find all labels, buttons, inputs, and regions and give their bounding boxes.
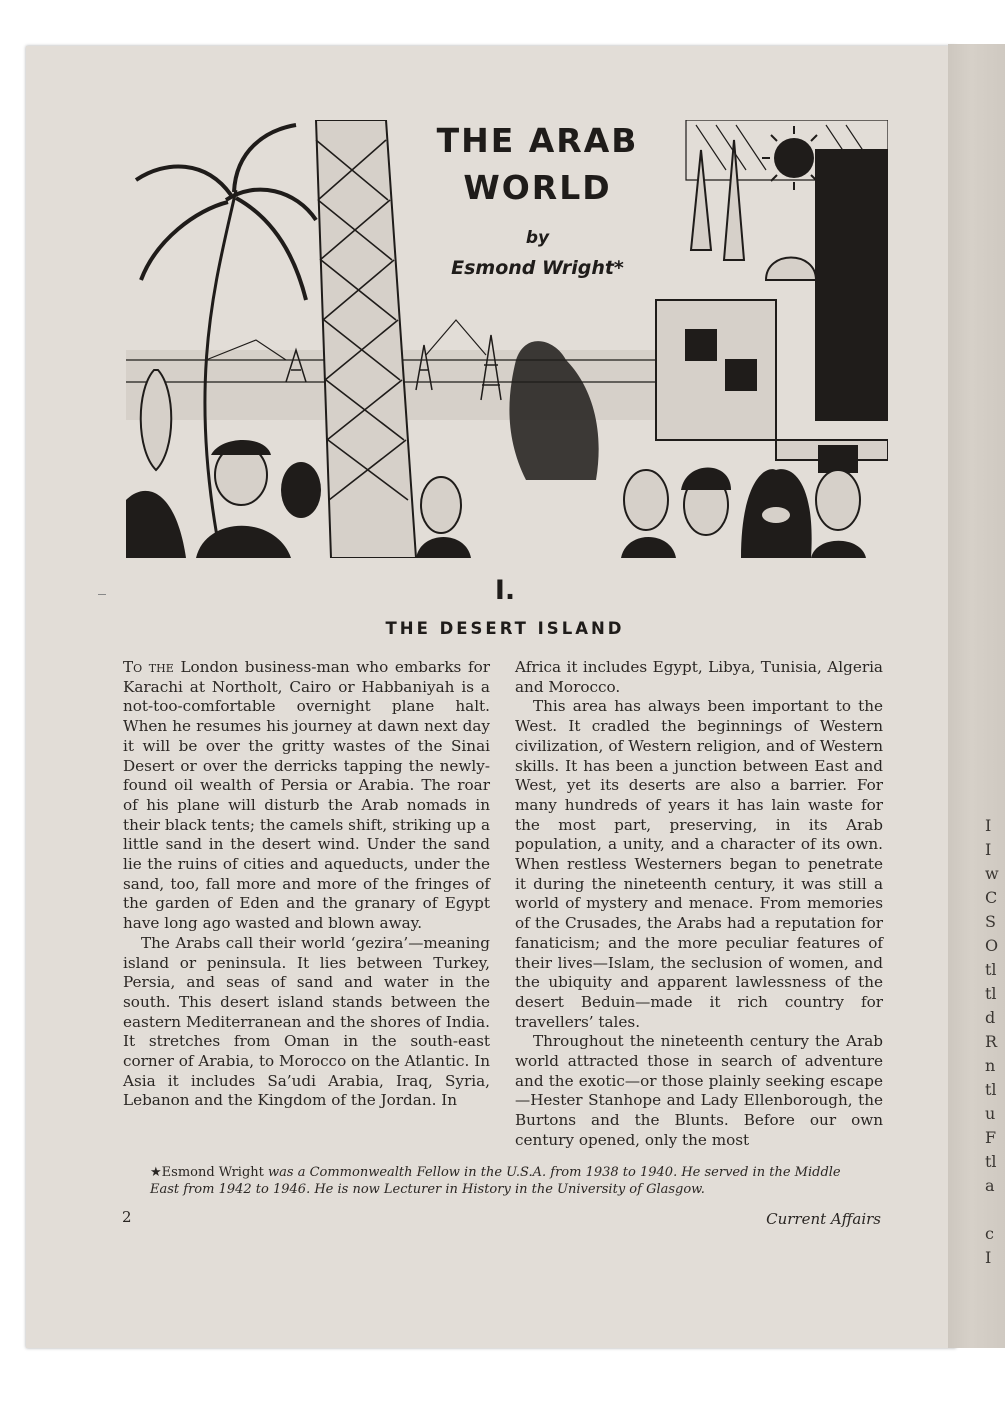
title-line-2: WORLD	[463, 168, 612, 207]
facing-page-letter: d	[985, 1008, 996, 1027]
facing-page-letter: I	[985, 840, 992, 859]
left-paragraph-1	[123, 658, 490, 934]
left-paragraph-1-text: London business-man who embarks for Karachi at Northolt, Cairo or Habbaniyah is a not-too-comfortable overnight plane halt. When he resumes his journey at dawn next day it will be over the gritty wastes of the Sinai Desert or over the derricks tapping the newly-found oil wealth of Persia or Arabia. The roar of his plane will disturb the Arab nomads in their black tents; the camels shift, striking up a little sand in the desert wind. Under the sand lie the ruins of cities and aqueducts, under the sand, too, fall more and more of the fringes of the garden of Eden and the granary of Egypt have long ago wasted and blown away.	[123, 658, 490, 933]
footnote-text: was a Commonwealth Fellow in the U.S.A. from 1938 to 1940. He served in the Middle East from 1942 to 1946. He is now Lecturer in History in the University of Glasgow.	[150, 1165, 841, 1197]
lead-in: To the	[123, 658, 174, 676]
left-paragraph-2: The Arabs call their world ‘gezira’—meaning island or peninsula. It lies between Turkey, Persia, and seas of sand and water in the south. This desert island stands between the eastern Mediterranean and the shores of India. It stretches from Oman in the south-east corner of Arabia, to Morocco on the Atlantic. In Asia it includes Sa’udi Arabia, Iraq, Syria, Lebanon and the Kingdom of the Jordan. In	[123, 933, 490, 1110]
facing-page-letter: w	[985, 864, 999, 883]
footnote-name: Esmond Wright	[161, 1165, 264, 1180]
facing-page-letter: tl	[985, 1152, 997, 1171]
facing-page-letter: I	[985, 816, 992, 835]
chapter-title: THE DESERT ISLAND	[385, 619, 625, 638]
title-line-1: THE ARAB	[436, 121, 639, 160]
right-column	[515, 658, 883, 1151]
crowd-of-figures	[126, 440, 866, 558]
page-number: 2	[122, 1208, 132, 1226]
facing-page-letter: S	[985, 912, 996, 931]
facing-page-letter: a	[985, 1176, 995, 1195]
article-title	[395, 117, 680, 211]
byline-by: by	[525, 228, 550, 248]
facing-page-letter: F	[985, 1128, 997, 1147]
right-paragraph-3: Throughout the nineteenth century the Arab world attracted those in search of adventure and the exotic—or those plainly seeking escape—Hester Stanhope and Lady Ellenborough, the Burtons and the Blunts. Before our own century opened, only the most	[515, 1032, 883, 1149]
facing-page-edge	[948, 44, 1005, 1348]
water-jar	[141, 370, 172, 470]
facing-page-letter: n	[985, 1056, 996, 1075]
facing-page-letter: c	[985, 1224, 994, 1243]
facing-page-letter: u	[985, 1104, 996, 1123]
facing-page-letter: tl	[985, 960, 997, 979]
facing-page-text	[985, 814, 1005, 1270]
left-column	[123, 658, 490, 1111]
facing-page-letter: tl	[985, 1080, 997, 1099]
publication-name: Current Affairs	[766, 1210, 881, 1228]
facing-page-letter: O	[985, 936, 999, 955]
facing-page-letter	[985, 1198, 1005, 1222]
right-paragraph-1: Africa it includes Egypt, Libya, Tunisia, Algeria and Morocco.	[515, 658, 883, 696]
footnote	[150, 1164, 870, 1198]
footnote-marker: ★	[150, 1165, 162, 1180]
chapter-number: I.	[494, 575, 516, 606]
pencil-mark	[98, 594, 106, 595]
facing-page-letter: R	[985, 1032, 998, 1051]
facing-page-letter: C	[985, 888, 998, 907]
right-paragraph-2: This area has always been important to the West. It cradled the beginnings of Western civilization, of Western religion, and of Western skills. It has been a junction between East and West, yet its deserts are also a barrier. For many hundreds of years it has lain waste for the most part, preserving, in its Arab population, a unity, and a character of its own. When restless Westerners began to penetrate it during the nineteenth century, it was still a world of mystery and menace. From memories of the Crusades, the Arabs had a reputation for fanaticism; and the more peculiar features of their lives—Islam, the seclusion of women, and the ubiquity and apparent lawlessness of the desert Beduin—made it rich country for travellers’ tales.	[515, 697, 883, 1031]
buildings	[656, 150, 888, 460]
facing-page-letter: I	[985, 1248, 992, 1267]
author-name: Esmond Wright*	[451, 257, 624, 279]
facing-page-letter: tl	[985, 984, 997, 1003]
